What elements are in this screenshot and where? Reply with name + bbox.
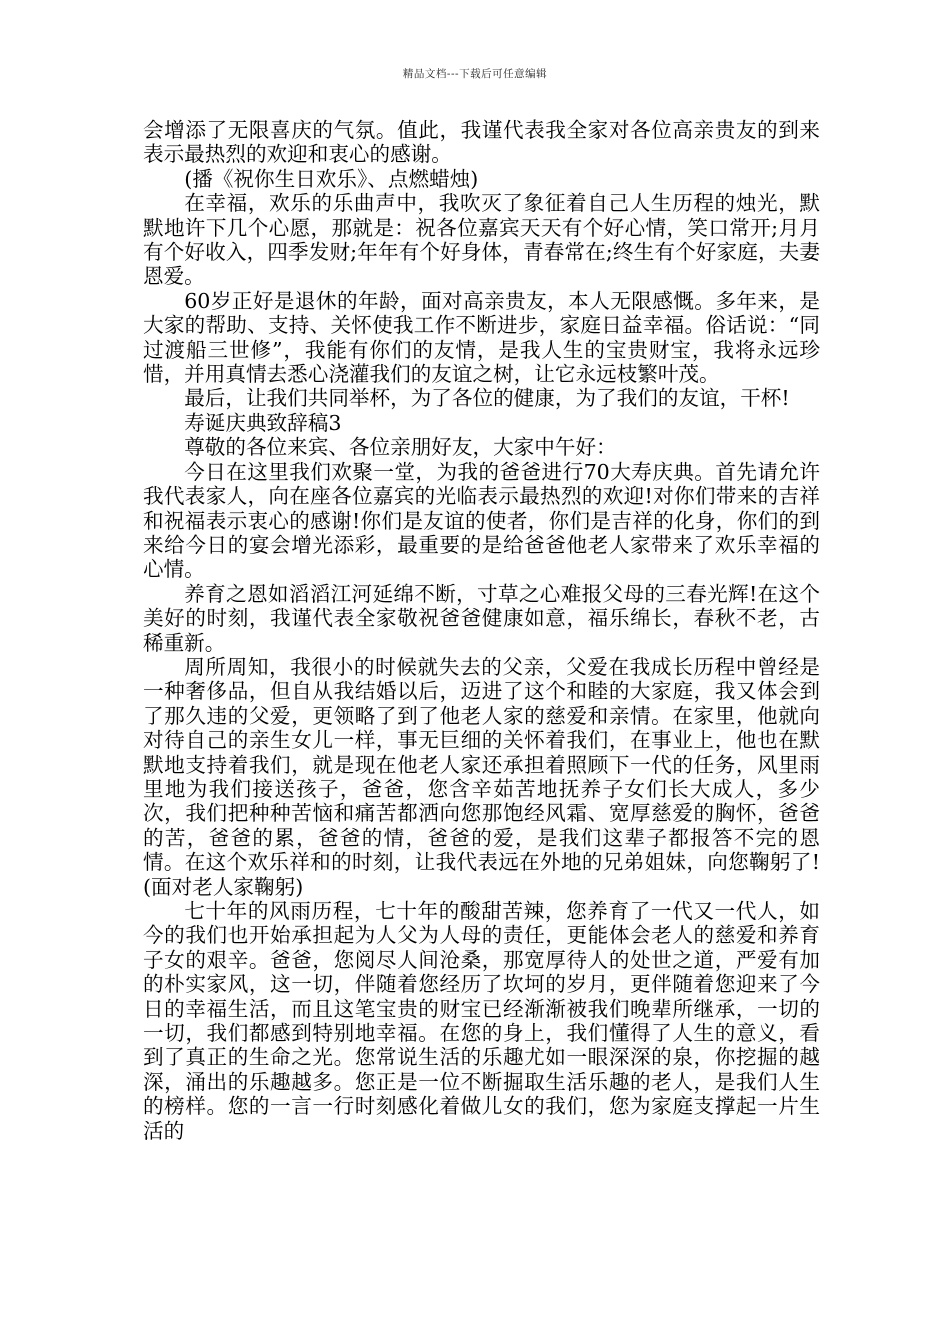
body-paragraph: 养育之恩如滔滔江河延绵不断，寸草之心难报父母的三春光辉!在这个美好的时刻，我谨代表全家敬祝爸爸健康如意，福乐绵长，春秋不老，古稀重新。: [143, 581, 820, 655]
page-header: 精品文档---下载后可任意编辑: [402, 68, 548, 80]
body-paragraph: 60岁正好是退休的年龄，面对高亲贵友，本人无限感慨。多年来，是大家的帮助、支持、关怀使我工作不断进步，家庭日益幸福。俗话说：“同过渡船三世修”，我能有你们的友情，是我人生的宝贵财宝，我将永远珍惜，并用真情去悉心浇灌我们的友谊之树，让它永远枝繁叶茂。: [143, 288, 820, 387]
body-paragraph: 周所周知，我很小的时候就失去的父亲，父爱在我成长历程中曾经是一种奢侈品，但自从我结婚以后，迈进了这个和睦的大家庭，我又体会到了那久违的父爱，更领略了到了他老人家的慈爱和亲情。在家里，他就向对待自己的亲生女儿一样，事无巨细的关怀着我们，在事业上，他也在默默地支持着我们，就是现在他老人家还承担着照顾下一代的任务，风里雨里地为我们接送孩子，爸爸，您含辛茹苦地抚养子女们长大成人，多少次，我们把种种苦恼和痛苦都洒向您那饱经风霜、宽厚慈爱的胸怀，爸爸的苦，爸爸的累，爸爸的情，爸爸的爱，是我们这辈子都报答不完的恩情。在这个欢乐祥和的时刻，让我代表远在外地的兄弟姐妹，向您鞠躬了!(面对老人家鞠躬): [143, 654, 820, 899]
body-paragraph: 七十年的风雨历程，七十年的酸甜苦辣，您养育了一代又一代人，如今的我们也开始承担起为人父为人母的责任，更能体会老人的慈爱和养育子女的艰辛。爸爸，您阅尽人间沧桑，那宽厚待人的处世之道，严爱有加的朴实家风，这一切，伴随着您经历了坎坷的岁月，更伴随着您迎来了今日的幸福生活，而且这笔宝贵的财宝已经渐渐被我们晚辈所继承，一切的一切，我们都感到特别地幸福。在您的身上，我们懂得了人生的意义，看到了真正的生命之光。您常说生活的乐趣尤如一眼深深的泉，你挖掘的越深，涌出的乐趣越多。您正是一位不断掘取生活乐趣的老人，是我们人生的榜样。您的一言一行时刻感化着做儿女的我们，您为家庭支撑起一片生活的: [143, 899, 820, 1143]
body-paragraph: 最后，让我们共同举杯，为了各位的健康，为了我们的友谊，干杯!: [184, 386, 790, 411]
body-paragraph: 在幸福，欢乐的乐曲声中，我吹灭了象征着自己人生历程的烛光，默默地许下几个心愿，那就是：祝各位嘉宾天天有个好心情，笑口常开;月月有个好收入，四季发财;年年有个好身体，青春常在;终生有个好家庭，夫妻恩爱。: [143, 191, 820, 289]
body-paragraph: 会增添了无限喜庆的气氛。值此，我谨代表我全家对各位高亲贵友的到来表示最热烈的欢迎和衷心的感谢。: [143, 118, 820, 167]
body-paragraph: 尊敬的各位来宾、各位亲朋好友，大家中午好：: [184, 435, 617, 460]
body-paragraph: 今日在这里我们欢聚一堂，为我的爸爸进行70大寿庆典。首先请允许我代表家人，向在座各位嘉宾的光临表示最热烈的欢迎!对你们带来的吉祥和祝福表示衷心的感谢!你们是友谊的使者，你们是吉祥的化身，你们的到来给今日的宴会增光添彩，最重要的是给爸爸他老人家带来了欢乐幸福的心情。: [143, 459, 820, 582]
body-paragraph: (播《祝你生日欢乐》、点燃蜡烛): [184, 166, 479, 191]
body-paragraph: 寿诞庆典致辞稿3: [184, 410, 342, 435]
document-body: [143, 118, 820, 1143]
